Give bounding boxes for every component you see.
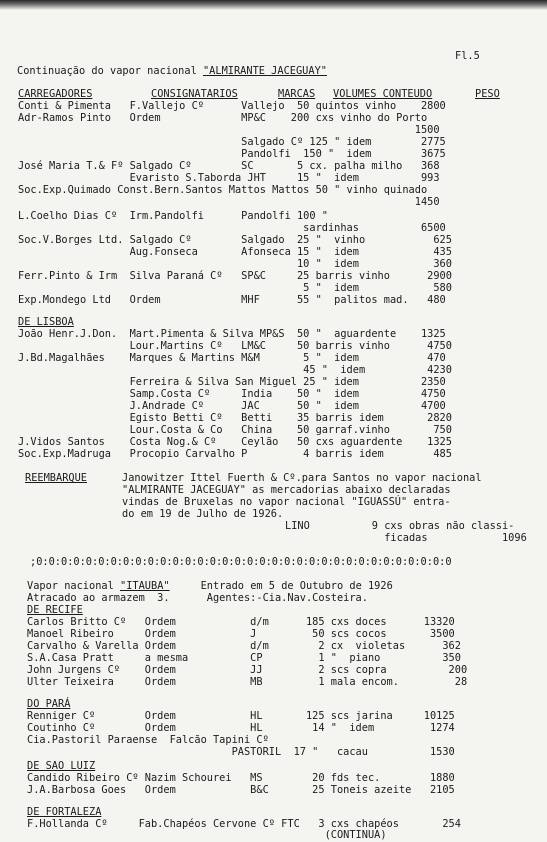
cargo-line: Exp.Mondego Ltd Ordem MHF 55 " palitos mad. 480 [18, 294, 446, 306]
cargo-line: Lour.Costa & Co China 50 garraf.vinho 750 [18, 424, 452, 436]
cargo-line: Ferreira & Silva San Miguel 25 " idem 2350 [18, 376, 446, 388]
header-carregadores: CARREGADORES [18, 88, 93, 100]
cargo-line: Candido Ribeiro Cº Nazim Schourei MS 20 fds tec. 1880 [27, 772, 455, 784]
cargo-line: J.Andrade Cº JAC 50 " idem 4700 [18, 400, 446, 412]
reembarque-item: ficadas 1096 [285, 532, 527, 544]
cargo-line: Manoel Ribeiro Ordem J 50 scs cocos 3500 [27, 628, 455, 640]
cargo-line: Pandolfi 150 " idem 3675 [18, 148, 446, 160]
cargo-line: Renniger Cº Ordem HL 125 scs jarina 10125 [27, 710, 455, 722]
title-prefix: Continuação do vapor nacional [17, 65, 203, 77]
cargo-line: 5 " idem 580 [18, 282, 452, 294]
cargo-line: Coutinho Cº Ordem HL 14 " idem 1274 [27, 722, 455, 734]
header-peso: PESO [475, 88, 500, 100]
cargo-line: PASTORIL 17 " cacau 1530 [27, 746, 455, 758]
cargo-line: Egisto Betti Cº Betti 35 barris idem 2820 [18, 412, 452, 424]
cargo-line: José Maria T.& Fº Salgado Cº SC 5 cx. palha milho 368 [18, 160, 440, 172]
page-number: Fl.5 [455, 50, 480, 62]
cargo-line: Conti & Pimenta F.Vallejo Cº Vallejo 50 quintos vinho 2800 [18, 100, 446, 112]
itauba-line [27, 580, 393, 592]
reembarque-line: do em 19 de Julho de 1926. [122, 508, 284, 520]
section-heading-sao-luiz: DE SAO LUIZ [27, 760, 96, 772]
reembarque-item: LINO 9 cxs obras não classi- [285, 520, 515, 532]
cargo-line: Adr-Ramos Pinto Ordem MP&C 200 cxs vinho do Porto [18, 112, 428, 124]
header-consignatarios: CONSIGNATARIOS [151, 88, 238, 100]
cargo-line: Ferr.Pinto & Irm Silva Paraná Cº SP&C 25 barris vinho 2900 [18, 270, 452, 282]
cargo-line: Cia.Pastoril Paraense Falcão Tapini Cº [27, 734, 269, 746]
cargo-line: 45 " idem 4230 [18, 364, 452, 376]
title-ship: "ALMIRANTE JACEGUAY" [202, 65, 327, 77]
cargo-line: Ulter Teixeira Ordem MB 1 mala encom. 28 [27, 676, 468, 688]
section-heading-lisboa: DE LISBOA [18, 316, 74, 328]
section-heading-fortaleza: DE FORTALEZA [27, 806, 102, 818]
cargo-line: Evaristo S.Taborda JHT 15 " idem 993 [18, 172, 440, 184]
cargo-line: Samp.Costa Cº India 50 " idem 4750 [18, 388, 446, 400]
cargo-line: Carlos Britto Cº Ordem d/m 185 cxs doces 13320 [27, 616, 455, 628]
section-heading-para: DO PARÁ [27, 698, 71, 710]
cargo-line: João Henr.J.Don. Mart.Pimenta & Silva MP&S 50 " aguardente 1325 [18, 328, 446, 340]
cargo-line: Aug.Fonseca Afonseca 15 " idem 435 [18, 246, 452, 258]
cargo-line: Carvalho & Varella Ordem d/m 2 cx violetas 362 [27, 640, 461, 652]
itauba-prefix: Vapor nacional [27, 580, 120, 592]
cargo-line: 10 " idem 360 [18, 258, 452, 270]
section-heading-recife: DE RECIFE [27, 604, 83, 616]
cargo-line: 1500 [18, 124, 440, 136]
cargo-line: Soc.Exp.Madruga Procopio Carvalho P 4 barris idem 485 [18, 448, 452, 460]
cargo-line: J.A.Barbosa Goes Ordem B&C 25 Toneis azeite 2105 [27, 784, 455, 796]
itauba-ship: "ITAUBA" [120, 580, 170, 592]
separator-line: ;0:0:0:0:0:0:0:0:0:0:0:0:0:0:0:0:0:0:0:0:0:0:0:0:0:0:0:0:0:0:0:0:0:0 [30, 556, 452, 568]
cargo-line: Soc.V.Borges Ltd. Salgado Cº Salgado 25 " vinho 625 [18, 234, 452, 246]
cargo-line: J.Bd.Magalhães Marques & Martins M&M 5 " idem 470 [18, 352, 446, 364]
cargo-line: John Jurgens Cº Ordem JJ 2 scs copra 200 [27, 664, 468, 676]
cargo-line: Lour.Martins Cº LM&C 50 barris vinho 4750 [18, 340, 452, 352]
cargo-line: Soc.Exp.Quimado Const.Bern.Santos Mattos Mattos 50 " vinho quinado [18, 184, 428, 196]
reembarque-line: vindas de Bruxelas no vapor nacional "IGUASSÚ" entra- [122, 496, 451, 508]
cargo-line: F.Hollanda Cº Fab.Chapéos Cervone Cº FTC 3 cxs chapéos 254 [27, 818, 461, 830]
cargo-line: J.Vidos Santos Costa Nog.& Cº Ceylão 50 cxs aguardente 1325 [18, 436, 452, 448]
reembarque-line: Janowitzer Ittel Fuerth & Cº.para Santos no vapor nacional [122, 472, 482, 484]
cargo-line: Salgado Cº 125 " idem 2775 [18, 136, 446, 148]
cargo-line: L.Coelho Dias Cº Irm.Pandolfi Pandolfi 100 " [18, 210, 328, 222]
scan-top-edge [0, 0, 547, 10]
document-title [17, 65, 327, 77]
reembarque-label: REEMBARQUE [25, 472, 87, 484]
cargo-line: 1450 [18, 196, 440, 208]
header-marcas: MARCAS [278, 88, 316, 100]
cargo-line: S.A.Casa Pratt a mesma CP 1 " piano 350 [27, 652, 461, 664]
itauba-suffix: Entrado em 5 de Outubro de 1926 [169, 580, 393, 592]
header-volumes: VOLUMES CONTEUDO [333, 88, 433, 100]
itauba-line: Atracado ao armazem 3. Agentes:-Cia.Nav.Costeira. [27, 592, 368, 604]
cargo-line: sardinhas 6500 [18, 222, 446, 234]
continua-line: (CONTINUA) [27, 829, 387, 841]
reembarque-line: "ALMIRANTE JACEGUAY" as mercadorias abaixo declaradas [122, 484, 451, 496]
